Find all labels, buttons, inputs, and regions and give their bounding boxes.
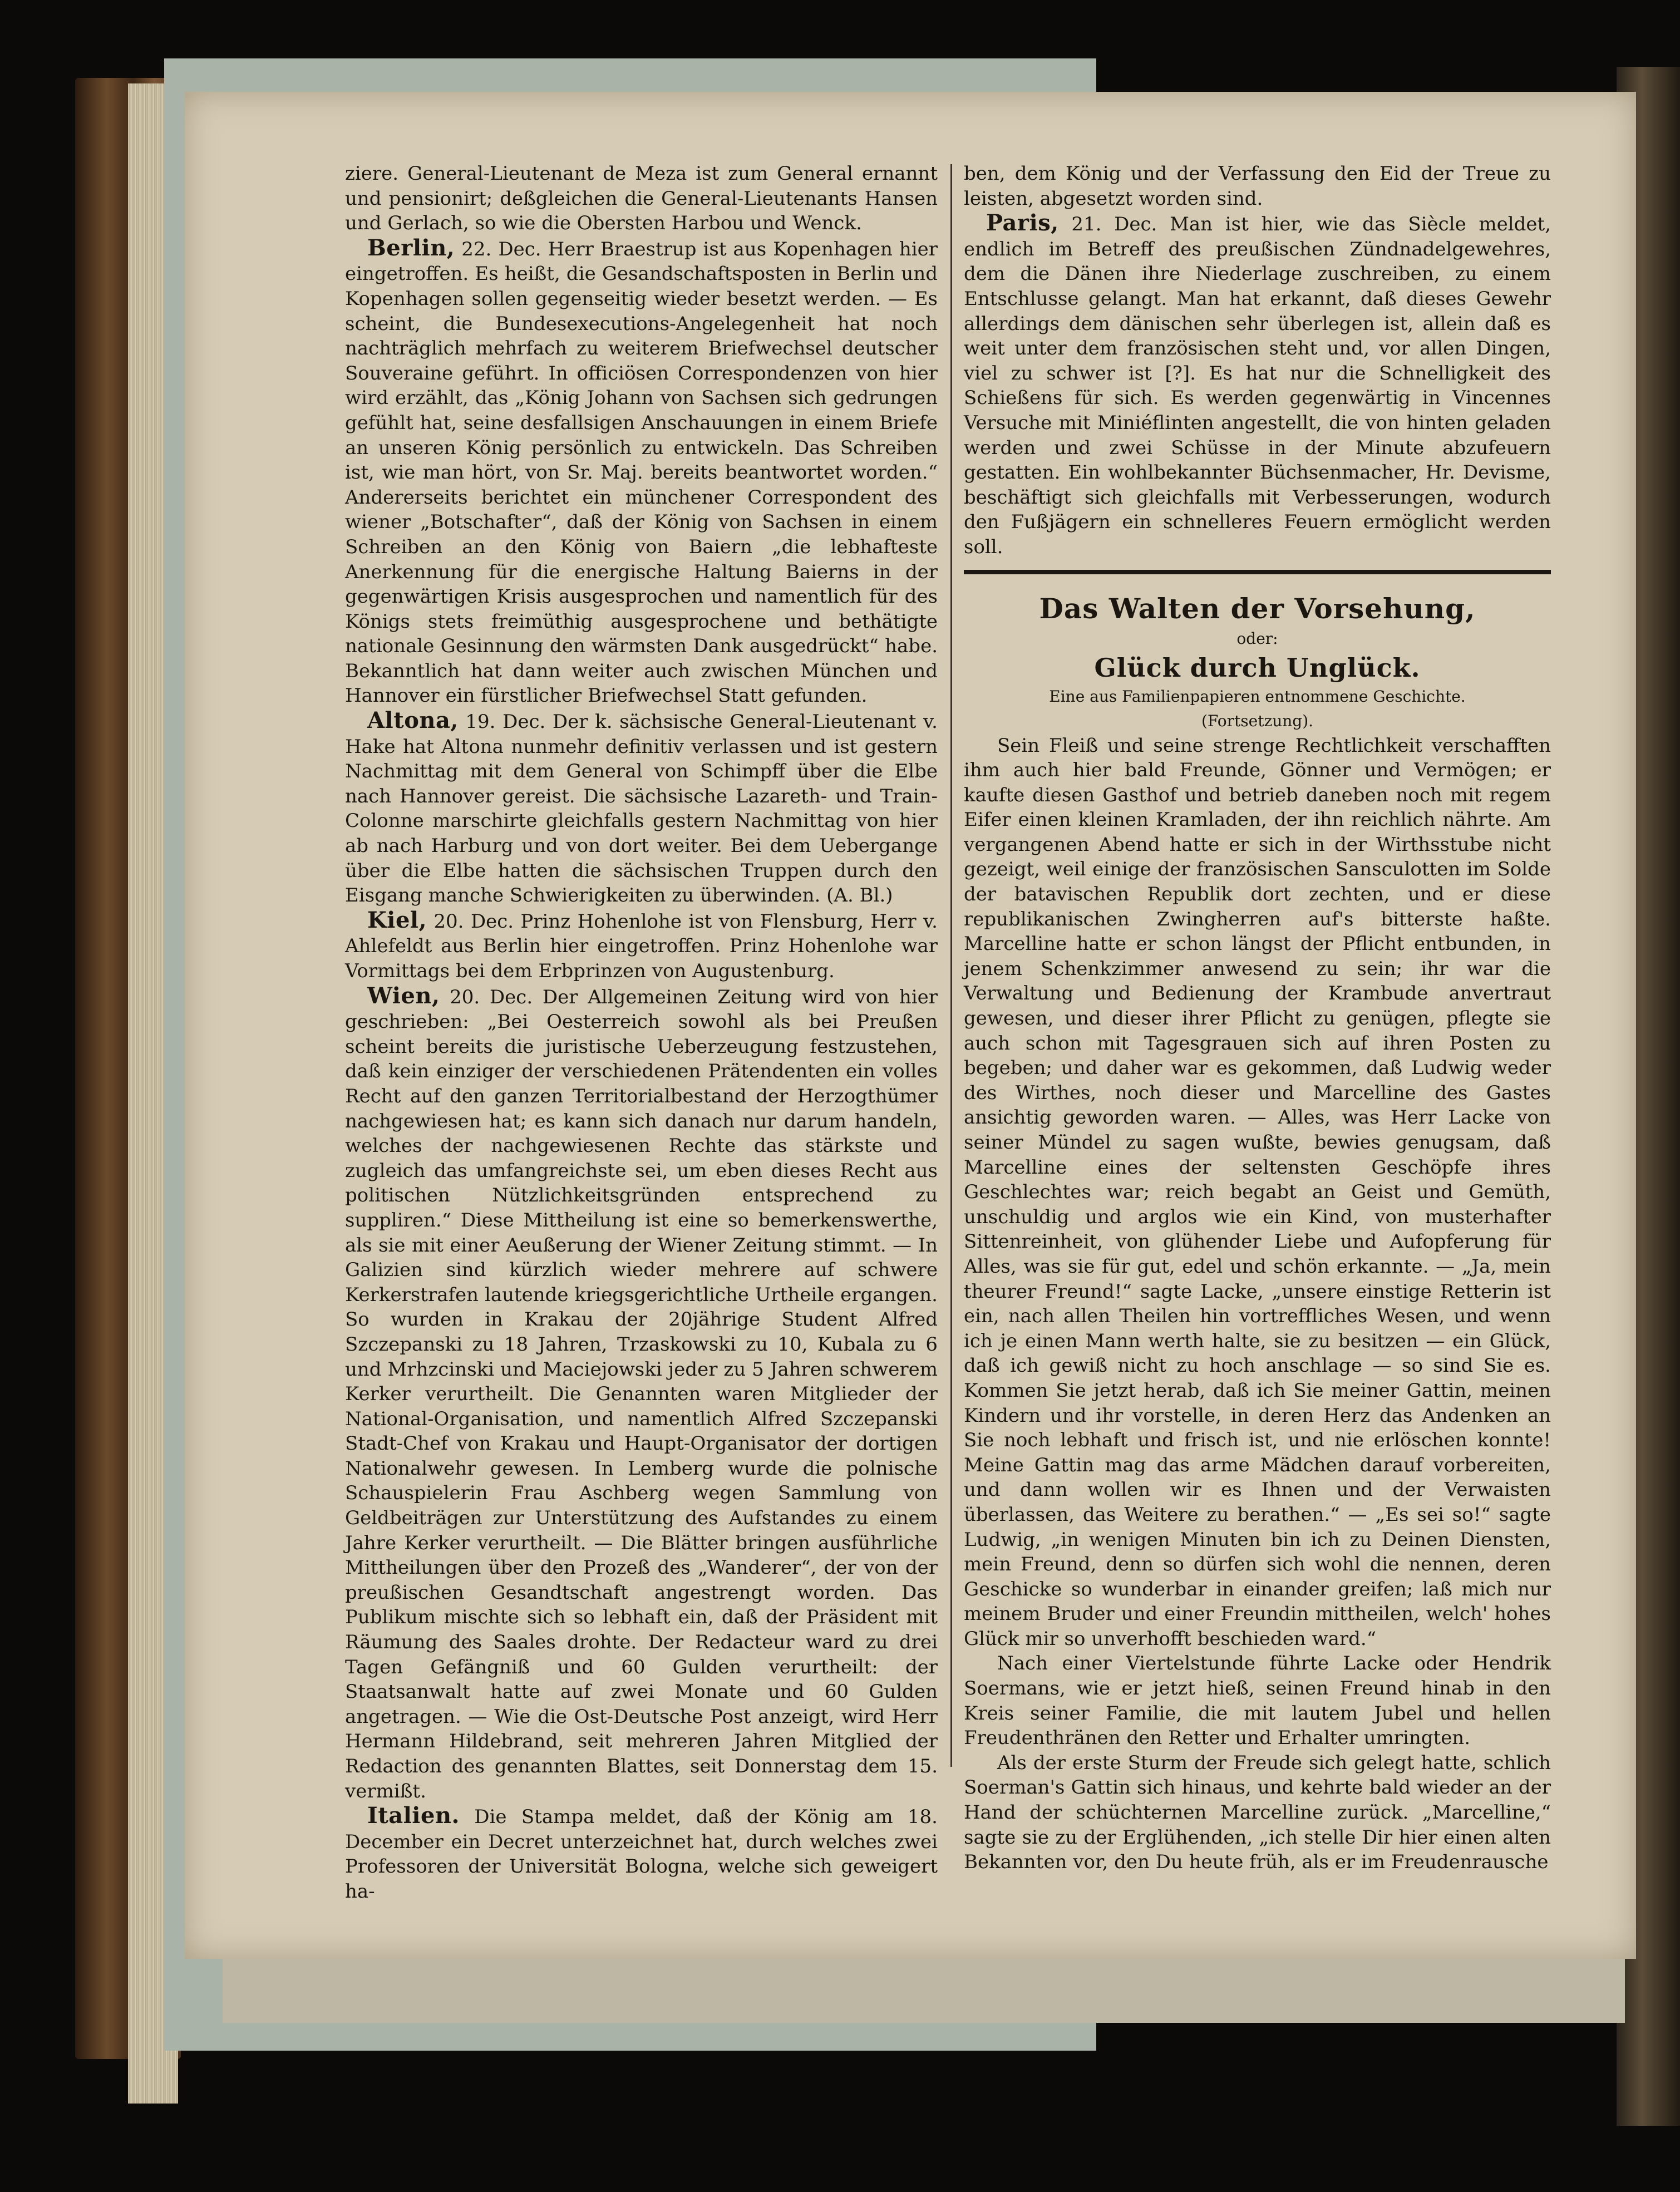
story-source-note: Eine aus Familienpapieren entnommene Geschichte. bbox=[1049, 687, 1466, 706]
right-intro-paragraph: ben, dem König und der Verfassung den Eid der Treue zu leisten, abgesetzt worden sind. bbox=[964, 162, 1551, 210]
story-paragraph: Als der erste Sturm der Freude sich gelegt hatte, schlich Soerman's Gattin sich hinaus, und kehrte bald wieder an der Hand der schüchternen Marcelline zurück. „Marcelline,“ sagte sie zu der Erglühenden, „ich stelle Dir hier einen alten Bekannten vor, den Du heute früh, als er im Freudenrausche bbox=[964, 1751, 1551, 1874]
altona-dateline: Altona, bbox=[367, 707, 459, 734]
page-bottom-strip bbox=[223, 1959, 1625, 2023]
kiel-dateline: Kiel, bbox=[367, 907, 427, 933]
paris-text: 21. Dec. Man ist hier, wie das Siècle meldet, endlich im Betreff des preußischen Zündnadelgewehres, dem die Dänen ihre Niederlage zuschreiben, zu einem Entschlusse gelangt. Man hat erkannt, daß dieses Gewehr allerdings dem dänischen sehr überlegen ist, allein daß es weit unter dem französischen steht und, vor allen Dingen, viel zu schwer ist [?]. Es hat nur die Schnelligkeit des Schießens für sich. Es werden gegenwärtig in Vincennes Versuche mit Miniéflinten angestellt, die von hinten geladen werden und zwei Schüsse in der Minute abzufeuern gestatten. Ein wohlbekannter Büchsenmacher, Hr. Devisme, beschäftigt sich gleichfalls mit Verbesserungen, wodurch den Fußjägern ein schnelleres Feuern ermöglicht werden soll. bbox=[964, 213, 1551, 558]
wien-dateline: Wien, bbox=[367, 982, 440, 1009]
italien-dateline: Italien. bbox=[367, 1802, 460, 1829]
story-subtitle: Glück durch Unglück. bbox=[1094, 652, 1421, 683]
paris-article bbox=[964, 211, 1551, 559]
italien-article bbox=[345, 1804, 938, 1904]
kiel-text: 20. Dec. Prinz Hohenlohe ist von Flensburg, Herr v. Ahlefeldt aus Berlin hier eingetroffen. Prinz Hohenlohe war Vormittags bei dem Erbprinzen von Augustenburg. bbox=[345, 910, 938, 982]
story-title: Das Walten der Vorsehung, bbox=[1039, 592, 1476, 625]
berlin-article bbox=[345, 236, 938, 708]
italien-text: Die Stampa meldet, daß der König am 18. December ein Decret unterzeichnet hat, durch welches zwei Professoren der Universität Bologna, welche sich geweigert ha- bbox=[345, 1806, 938, 1903]
wien-text: 20. Dec. Der Allgemeinen Zeitung wird von hier geschrieben: „Bei Oesterreich sowohl als bei Preußen scheint bereits die juristische Ueberzeugung festzustehen, daß kein einziger der verschiedenen Prätendenten ein volles Recht auf den ganzen Territorialbestand der Herzogthümer nachgewiesen hat; es kann sich danach nur darum handeln, welches der nachgewiesenen Rechte das stärkste und zugleich das umfangreichste sei, um eben dieses Recht aus politischen Nützlichkeitsgründen entsprechend zu suppliren.“ Diese Mittheilung ist eine so bemerkenswerthe, als sie mit einer Aeußerung der Wiener Zeitung stimmt. — In Galizien sind kürzlich wieder mehrere auf schwere Kerkerstrafen lautende kriegsgerichtliche Urtheile ergangen. So wurden in Krakau der 20jährige Student Alfred Szczepanski zu 18 Jahren, Trzaskowski zu 10, Kubala zu 6 und Mrhzcinski und Maciejowski jeder zu 5 Jahren schwerem Kerker verurtheilt. Die Genannten waren Mitglieder der National-Organisation, und namentlich Alfred Szczepanski Stadt-Chef von Krakau und Haupt-Organisator der dortigen Nationalwehr gewesen. In Lemberg wurde die polnische Schauspielerin Frau Aschberg wegen Sammlung von Geldbeiträgen zur Unterstützung des Aufstandes zu einem Jahre Kerker verurtheilt. — Die Blätter bringen ausführliche Mittheilungen über den Prozeß des „Wanderer“, der von der preußischen Gesandtschaft angestrengt worden. Das Publikum mischte sich so lebhaft ein, daß der Präsident mit Räumung des Saales drohte. Der Redacteur ward zu drei Tagen Gefängniß und 60 Gulden verurtheilt: der Staatsanwalt hatte auf zwei Monate und 60 Gulden angetragen. — Wie die Ost-Deutsche Post anzeigt, wird Herr Hermann Hildebrand, seit mehreren Jahren Mitglied der Redaction des genannten Blattes, seit Donnerstag dem 15. vermißt. bbox=[345, 986, 938, 1802]
story-paragraph: Nach einer Viertelstunde führte Lacke oder Hendrik Soermans, wie er jetzt hieß, seinen Freund hinab in den Kreis seiner Familie, die mit lautem Jubel und hellen Freudenthränen den Retter und Erhalter umringten. bbox=[964, 1652, 1551, 1750]
berlin-dateline: Berlin, bbox=[367, 234, 455, 261]
right-column bbox=[964, 161, 1551, 1875]
berlin-text: 22. Dec. Herr Braestrup ist aus Kopenhagen hier eingetroffen. Es heißt, die Gesandschaftsposten in Berlin und Kopenhagen sollen gegenseitig wieder besetzt werden. — Es scheint, die Bundesexecutions-Angelegenheit hat noch nachträglich mehrfach zu weiterem Briefwechsel deutscher Souveraine geführt. In officiösen Correspondenzen von hier wird erzählt, das „König Johann von Sachsen sich gedrungen gefühlt hat, seine desfallsigen Anschauungen in einem Briefe an unseren König persönlich zu entwickeln. Das Schreiben ist, wie man hört, von Sr. Maj. bereits beantwortet worden.“ Andererseits berichtet ein münchener Correspondent des wiener „Botschafter“, daß der König von Sachsen in einem Schreiben an den König von Baiern „die lebhafteste Anerkennung für die energische Haltung Baierns in der gegenwärtigen Krisis ausgesprochen und namentlich für des Königs stets freimüthig ausgesprochene und bethätigte nationale Gesinnung den wärmsten Dank ausgedrückt“ habe. Bekanntlich hat dann weiter auch zwischen München und Hannover ein fürstlicher Briefwechsel Statt gefunden. bbox=[345, 238, 938, 707]
left-intro-paragraph: ziere. General-Lieutenant de Meza ist zum General ernannt und pensionirt; deßgleichen die General-Lieutenants Hansen und Gerlach, so wie die Obersten Harbou und Wenck. bbox=[345, 162, 938, 235]
wien-article bbox=[345, 984, 938, 1804]
left-column bbox=[345, 161, 938, 1904]
kiel-article bbox=[345, 908, 938, 984]
column-divider bbox=[950, 164, 952, 1767]
altona-text: 19. Dec. Der k. sächsische General-Lieutenant v. Hake hat Altona nunmehr definitiv verlassen und ist gestern Nachmittag mit dem General von Schimpff über die Elbe nach Hannover gereist. Die sächsische Lazareth- und Train-Colonne marschirte gleichfalls gestern Nachmittag von hier ab nach Harburg und von dort weiter. Bei dem Uebergange über die Elbe hatten die sächsischen Truppen durch den Eisgang manche Schwierigkeiten zu überwinden. (A. Bl.) bbox=[345, 711, 938, 907]
paris-dateline: Paris, bbox=[986, 210, 1059, 237]
story-oder: oder: bbox=[1236, 629, 1278, 648]
story-paragraph: Sein Fleiß und seine strenge Rechtlichkeit verschafften ihm auch hier bald Freunde, Gönner und Vermögen; er kaufte diesen Gasthof und betrieb daneben noch mit regem Eifer einen kleinen Kramladen, der ihn reichlich nährte. Am vergangenen Abend hatte er sich in der Wirthsstube nicht gezeigt, weil einige der französischen Sansculotten im Solde der batavischen Republik dort zechten, und er diese republikanischen Zwingherren auf's bitterste haßte. Marcelline hatte er schon längst der Pflicht entbunden, in jenem Schenkzimmer anwesend zu sein; ihr war die Verwaltung und Bedienung der Krambude anvertraut gewesen, und dieser ihrer Pflicht zu genügen, pflegte sie auch schon mit Tagesgrauen sich auf ihren Posten zu begeben; und daher war es gekommen, daß Ludwig weder des Wirthes, noch dieser und Marcelline des Gastes ansichtig geworden waren. — Alles, was Herr Lacke von seiner Mündel zu sagen wußte, bewies genugsam, daß Marcelline eines der seltensten Geschöpfe ihres Geschlechtes war; reich begabt an Geist und Gemüth, unschuldig und arglos wie ein Kind, von musterhafter Sittenreinheit, von glühender Liebe und Aufopferung für Alles, was sie für gut, edel und schön erkannte. — „Ja, mein theurer Freund!“ sagte Lacke, „unsere einstige Retterin ist ein, nach allen Theilen hin vortreffliches Wesen, und wenn ich je einen Mann werth halte, sie zu besitzen — ein Glück, daß ich gewiß nicht zu hoch anschlage — so sind Sie es. Kommen Sie jetzt herab, daß ich Sie meiner Gattin, meinen Kindern und ihr vorstelle, in deren Herz das Andenken an Sie noch lebhaft und frisch ist, und nie erlöschen konnte! Meine Gattin mag das arme Mädchen darauf vorbereiten, und dann wollen wir es Ihnen und der Verwaisten überlassen, das Weitere zu berathen.“ — „Es sei so!“ sagte Ludwig, „in wenigen Minuten bin ich zu Deinen Diensten, mein Freund, denn so dürfen sich wohl die nennen, deren Geschicke so wunderbar in einander greifen; laß mich nur meinem Bruder und einer Freundin mittheilen, welch' hohes Glück mir so unverhofft beschieden ward.“ bbox=[964, 734, 1551, 1650]
altona-article bbox=[345, 708, 938, 908]
section-rule bbox=[964, 570, 1551, 574]
story-continuation-note: (Fortsetzung). bbox=[1201, 711, 1314, 730]
